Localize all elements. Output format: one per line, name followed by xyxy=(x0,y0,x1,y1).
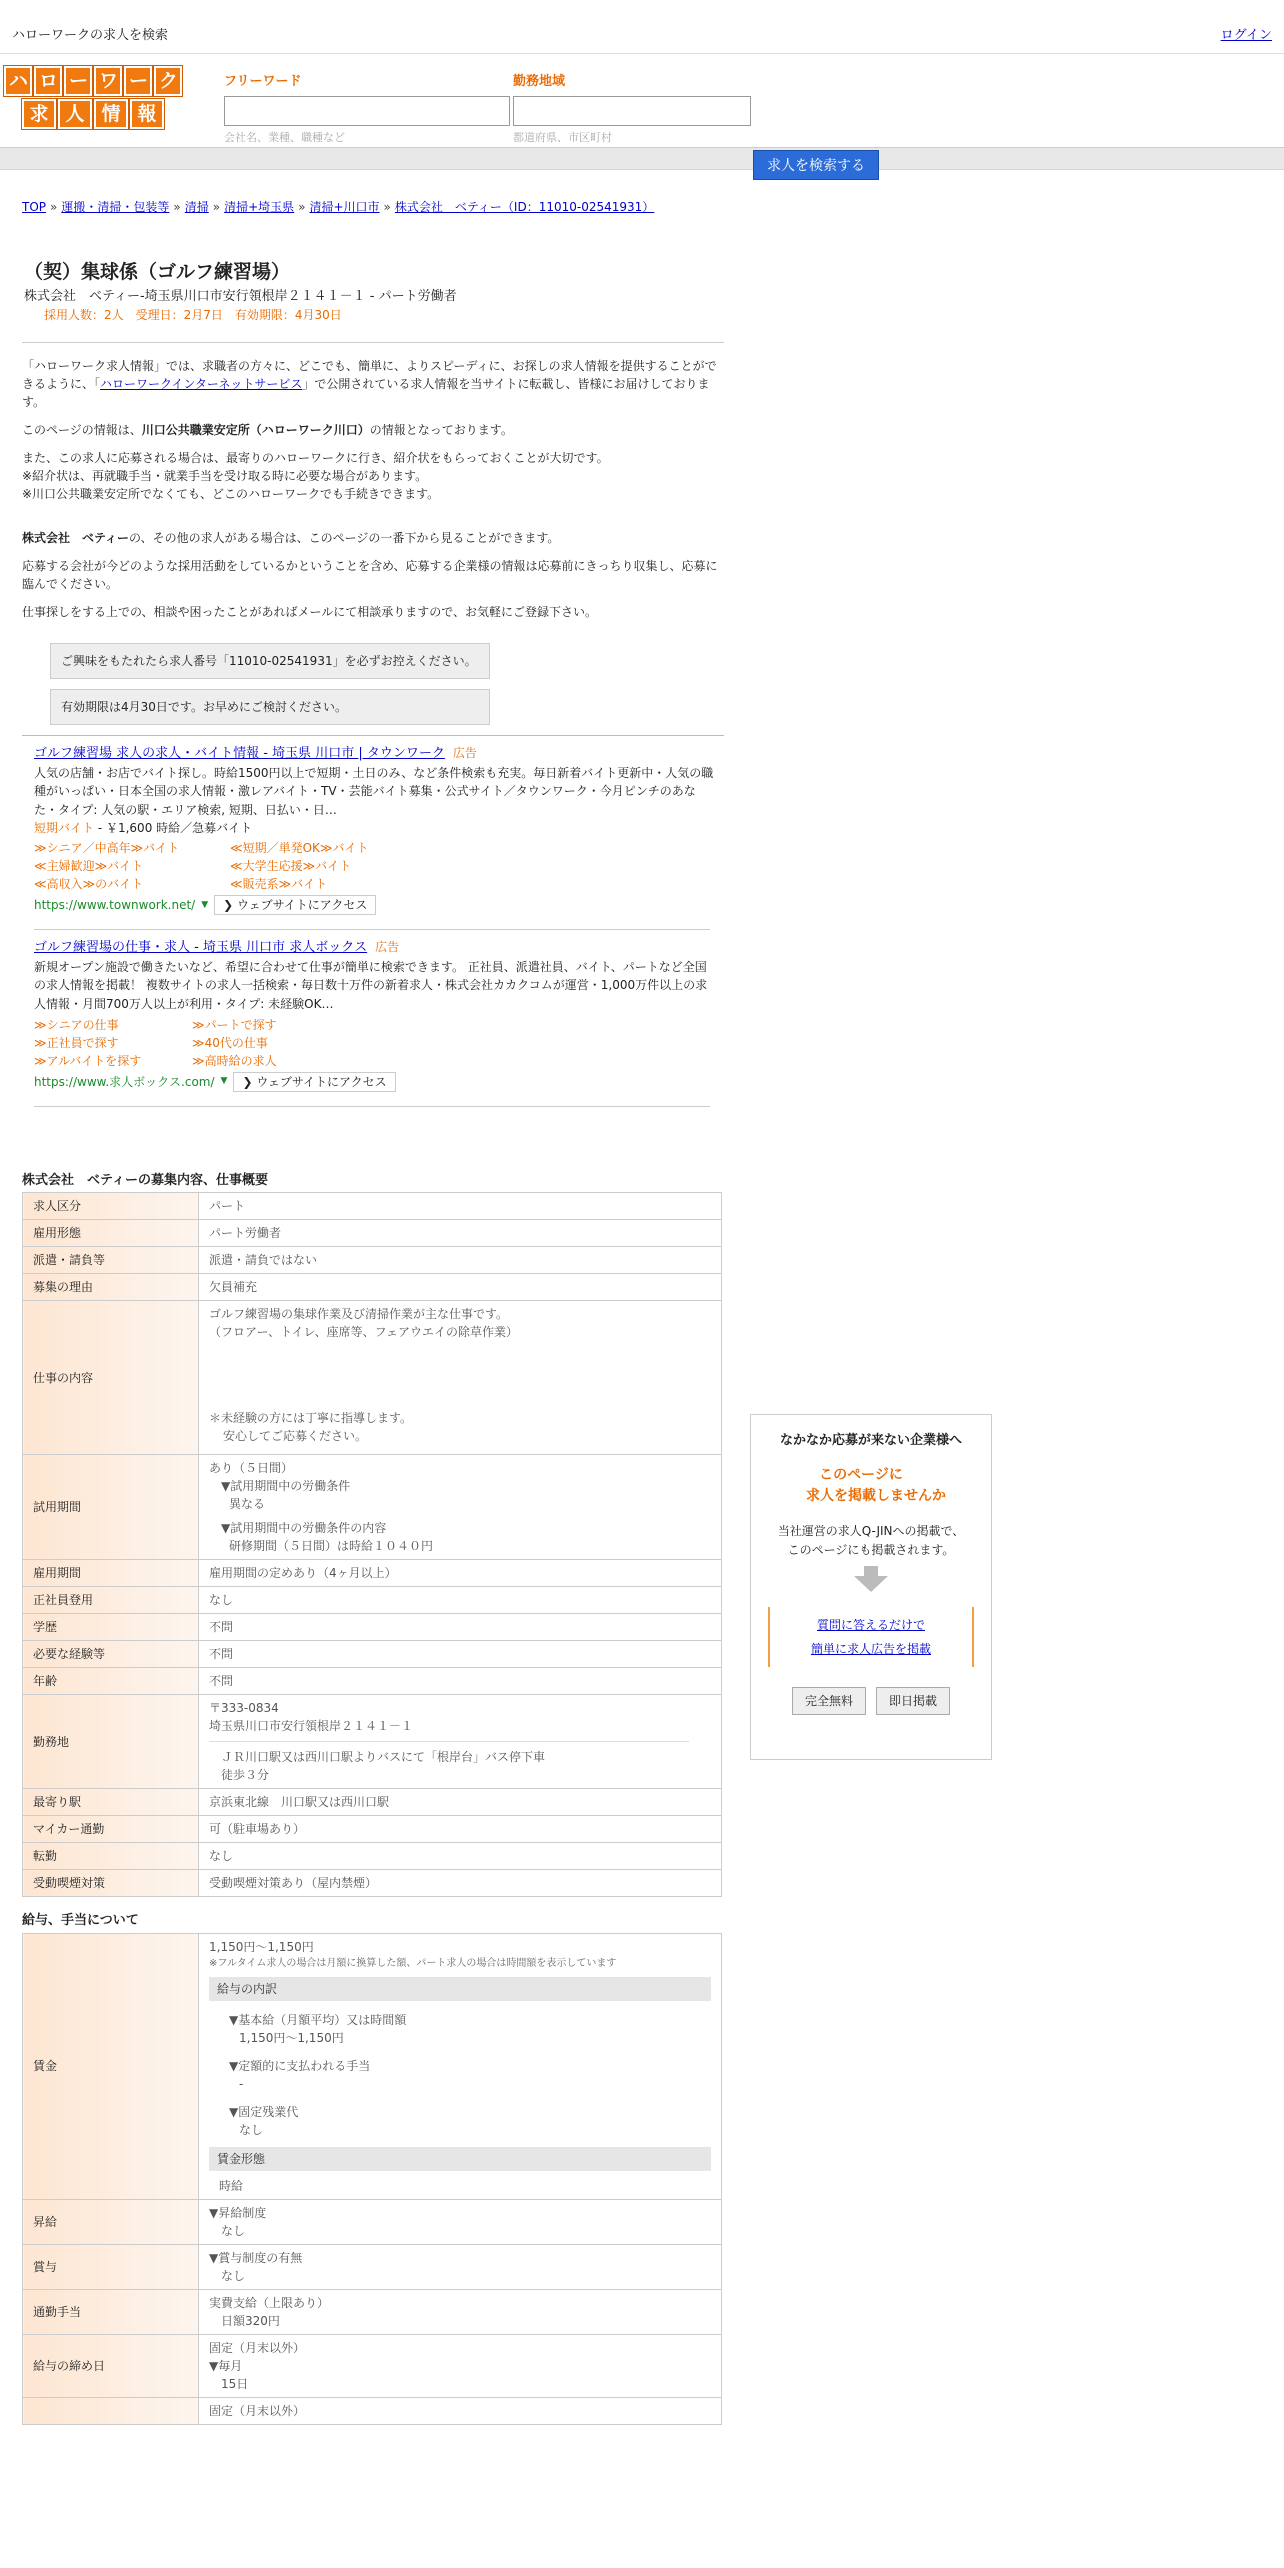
ad-sitelink[interactable]: ≪高収入≫のバイト xyxy=(34,877,144,892)
row-value xyxy=(199,2244,722,2289)
work-text: ゴルフ練習場の集球作業及び清掃作業が主な仕事です。 xyxy=(209,1307,509,1322)
promo-text xyxy=(751,1522,991,1560)
promo-text-line: 当社運営の求人Q-JINへの掲載で、 xyxy=(777,1523,965,1538)
promo-link[interactable]: 簡単に求人広告を掲載 xyxy=(810,1642,931,1657)
table-row xyxy=(23,1247,722,1274)
promo-text-line: このページにも掲載されます。 xyxy=(787,1543,955,1558)
table-row xyxy=(23,1816,722,1843)
table-row xyxy=(23,2397,722,2424)
expiry-notice: 有効期限は4月30日です。お早めにご検討ください。 xyxy=(50,689,490,725)
row-value: パート xyxy=(199,1193,722,1220)
ad-url[interactable]: https://www.townwork.net/ xyxy=(34,898,196,913)
divider xyxy=(22,342,724,343)
wage-item-value: なし xyxy=(239,2122,264,2137)
ad-description: 人気の店舗・お店でバイト探し。時給1500円以上で短期・土日のみ、など条件検索も充実。毎日新着バイト更新中・人気の職種がいっぱい・日本全国の求人情報・激レアバイト・TV・芸能バイト募集・公式サイト／タウンワーク・今月ピンチのあなた・タイプ: 人気の駅・エリア検索, 短期、日払い・日… xyxy=(34,765,714,817)
login-link[interactable]: ログイン xyxy=(1220,28,1272,43)
location-input[interactable] xyxy=(513,96,751,126)
row-label xyxy=(23,2397,199,2424)
page-title: （契）集球係（ゴルフ練習場） xyxy=(24,261,291,283)
row-label: 賞与 xyxy=(23,2244,199,2289)
row-value: 雇用期間の定めあり（4ヶ月以上） xyxy=(199,1560,722,1587)
top-bar xyxy=(0,0,1284,54)
same-day-button[interactable]: 即日掲載 xyxy=(876,1687,950,1715)
intro-text: 」で公開されている求人情報を当サイトに転載し、皆様にお届けしております。 xyxy=(22,377,710,409)
hellowork-internet-link[interactable]: ハローワークインターネットサービス xyxy=(100,377,303,391)
breadcrumb-item[interactable]: 運搬・清掃・包装等 xyxy=(61,200,170,214)
bonus-heading: ▼賞与制度の有無 xyxy=(209,2250,303,2265)
promo-catch xyxy=(751,1465,991,1508)
site-tagline: ハローワークの求人を検索 xyxy=(12,28,169,43)
breadcrumb-item[interactable]: 清掃+埼玉県 xyxy=(224,200,295,214)
wage-item-value: - xyxy=(239,2076,244,2091)
table-row xyxy=(23,1933,722,2199)
promo-catch-line: このページに xyxy=(819,1466,903,1483)
commute-value: 日額320円 xyxy=(221,2313,280,2328)
location-hint: 都道府県、市区町村 xyxy=(513,130,612,144)
table-row xyxy=(23,1668,722,1695)
ad-title-link[interactable]: ゴルフ練習場の仕事・求人 - 埼玉県 川口市 求人ボックス xyxy=(34,940,368,956)
chevron-right-icon: ❯ xyxy=(223,898,234,913)
table-row xyxy=(23,1587,722,1614)
header-divider-bar xyxy=(0,148,1284,170)
logo-char: ハ xyxy=(4,66,32,96)
row-label: 年齢 xyxy=(23,1668,199,1695)
ad-sitelink[interactable]: ≫シニアの仕事 xyxy=(34,1017,119,1032)
sponsored-ad xyxy=(34,744,714,915)
logo-char: ク xyxy=(154,66,182,96)
ad-sitelink[interactable]: ≫40代の仕事 xyxy=(192,1035,268,1050)
ad-tag-link[interactable]: 短期バイト xyxy=(34,821,95,836)
chevron-right-icon: ❯ xyxy=(242,1074,253,1089)
intro-paragraph xyxy=(22,357,722,411)
promo-buttons xyxy=(751,1687,991,1715)
raise-value: なし xyxy=(221,2223,246,2238)
visit-label: ウェブサイトにアクセス xyxy=(237,898,368,913)
ad-sitelink[interactable]: ≪短期／単発OK≫バイト xyxy=(230,841,369,856)
source-office: 川口公共職業安定所（ハローワーク川口） xyxy=(141,423,370,437)
search-button[interactable]: 求人を検索する xyxy=(753,150,879,180)
row-value: 不問 xyxy=(199,1614,722,1641)
table-row xyxy=(23,1641,722,1668)
row-label: 最寄り駅 xyxy=(23,1789,199,1816)
divider xyxy=(22,735,724,736)
row-value xyxy=(199,2334,722,2397)
site-logo[interactable] xyxy=(4,66,182,132)
apply-paragraph xyxy=(22,449,722,503)
ad-title-link[interactable]: ゴルフ練習場 求人の求人・バイト情報 - 埼玉県 川口市 | タウンワーク xyxy=(34,746,445,761)
work-text: ＊未経験の方には丁寧に指導します。 xyxy=(209,1411,413,1426)
apply-text: ※紹介状は、再就職手当・就業手当を受け取る時に必要な場合があります。 xyxy=(22,469,428,483)
table-row xyxy=(23,1843,722,1870)
row-label: 必要な経験等 xyxy=(23,1641,199,1668)
logo-char: 情 xyxy=(94,99,128,129)
table-row xyxy=(23,1193,722,1220)
logo-char: ロ xyxy=(34,66,62,96)
job-meta: 採用人数：2人 受理日：2月7日 有効期限：4月30日 xyxy=(44,308,342,322)
overview-table xyxy=(22,1192,722,1897)
other-jobs-paragraph xyxy=(22,529,722,547)
closing-heading: 固定（月末以外） xyxy=(209,2340,306,2355)
source-text: の情報となっております。 xyxy=(369,423,513,437)
logo-char: 人 xyxy=(58,99,92,129)
ad-description: 新規オープン施設で働きたいなど、希望に合わせて仕事が簡単に検索できます。 正社員、派遣社員、バイト、パートなど全国の求人情報を掲載！ 複数サイトの求人一括検索・毎日数十万件の新着求人・株式会社カカクコムが運営・1,000万件以上の求人情報・月間700万人以上が利用・タイプ: 未経験OK… xyxy=(34,959,708,1011)
ad-sitelink[interactable]: ≫正社員で探す xyxy=(34,1035,119,1050)
apply-text: また、この求人に応募される場合は、最寄りのハローワークに行き、紹介状をもらっておくことが大切です。 xyxy=(22,451,609,465)
wage-note: ※フルタイム求人の場合は月額に換算した額、パート求人の場合は時間額を表示しています xyxy=(209,1957,617,1969)
advertiser-promo-box xyxy=(750,1414,992,1760)
wage-form-heading: 賃金形態 xyxy=(209,2147,711,2171)
keyword-label: フリーワード xyxy=(224,74,302,89)
job-subtitle: 株式会社 ベティー-埼玉県川口市安行領根岸２１４１－１ - パート労働者 xyxy=(24,288,457,304)
table-row xyxy=(23,1301,722,1455)
table-row xyxy=(23,2334,722,2397)
ad-sitelink[interactable]: ≫高時給の求人 xyxy=(192,1053,277,1068)
breadcrumb-item[interactable]: TOP xyxy=(22,200,47,214)
salary-table xyxy=(22,1933,722,2425)
keyword-field-group xyxy=(224,72,510,146)
row-label: 給与の締め日 xyxy=(23,2334,199,2397)
table-row xyxy=(23,2244,722,2289)
ad-sitelink[interactable]: ≫パートで探す xyxy=(192,1017,277,1032)
table-row xyxy=(23,1870,722,1897)
work-text: 安心してご応募ください。 xyxy=(223,1429,368,1444)
job-number-notice: ご興味をもたれたら求人番号「11010-02541931」を必ずお控えください。 xyxy=(50,643,490,679)
other-jobs-text: の、その他の求人がある場合は、このページの一番下から見ることができます。 xyxy=(129,531,560,545)
research-paragraph: 応募する会社が今どのような採用活動をしているかということを含め、応募する企業様の情報は応募前にきっちり収集し、応募に臨んでください。 xyxy=(22,559,718,591)
trial-text: 異なる xyxy=(229,1497,266,1512)
intro-text: 「ハローワーク求人情報」では、求職者の方々に、どこでも、簡単に、よりスピーディに、お探しの求人情報を提供することができるように、「 xyxy=(22,359,717,391)
source-text: このページの情報は、 xyxy=(22,423,142,437)
row-label: 仕事の内容 xyxy=(23,1301,199,1455)
dropdown-arrow-icon[interactable]: ▼ xyxy=(220,1075,228,1086)
address: 埼玉県川口市安行領根岸２１４１－１ xyxy=(209,1719,414,1734)
row-value: 可（駐車場あり） xyxy=(199,1816,722,1843)
trial-text: 研修期間（５日間）は時給１０４０円 xyxy=(229,1539,434,1554)
logo-char: ワ xyxy=(94,66,122,96)
breadcrumb-item[interactable]: 清掃+川口市 xyxy=(309,200,380,214)
visit-website-button[interactable] xyxy=(214,895,376,915)
wage-form-value: 時給 xyxy=(219,2178,244,2193)
row-label: 雇用期間 xyxy=(23,1560,199,1587)
ad-sitelink[interactable]: ≫アルバイトを探す xyxy=(34,1053,142,1068)
bonus-value: なし xyxy=(221,2268,246,2283)
row-label: 昇給 xyxy=(23,2199,199,2244)
trial-text: あり（５日間） xyxy=(209,1461,294,1476)
row-label: 正社員登用 xyxy=(23,1587,199,1614)
keyword-hint: 会社名、業種、職種など xyxy=(224,130,345,144)
row-value: 京浜東北線 川口駅又は西川口駅 xyxy=(199,1789,722,1816)
consult-paragraph: 仕事探しをする上での、相談や困ったことがあればメールにて相談承りますので、お気軽にご登録下さい。 xyxy=(22,605,598,619)
row-value: 不問 xyxy=(199,1641,722,1668)
wage-range: 1,150円〜1,150円 xyxy=(209,1939,314,1954)
row-label: マイカー通勤 xyxy=(23,1816,199,1843)
trial-text: ▼試用期間中の労働条件の内容 xyxy=(221,1521,387,1536)
ad-tag-detail: - ￥1,600 時給／急募バイト xyxy=(94,821,253,836)
row-value xyxy=(199,1301,722,1455)
dropdown-arrow-icon[interactable]: ▼ xyxy=(201,899,209,910)
row-label: 賃金 xyxy=(23,1933,199,2199)
table-row xyxy=(23,2289,722,2334)
location-label: 勤務地域 xyxy=(513,74,566,89)
work-text: （フロアー、トイレ、座席等、フェアウエイの除草作業） xyxy=(209,1325,519,1340)
row-value: なし xyxy=(199,1843,722,1870)
down-arrow-icon xyxy=(751,1566,991,1597)
divider xyxy=(34,1106,710,1107)
table-row xyxy=(23,1695,722,1789)
ad-sitelinks xyxy=(34,839,714,893)
ad-sitelinks xyxy=(34,1016,714,1070)
access-text: ＪＲ川口駅又は西川口駅よりバスにて「根岸台」バス停下車 xyxy=(221,1750,546,1765)
row-label: 勤務地 xyxy=(23,1695,199,1789)
ad-sitelink[interactable]: ≫シニア／中高年≫バイト xyxy=(34,841,180,856)
row-label: 求人区分 xyxy=(23,1193,199,1220)
row-value: 欠員補充 xyxy=(199,1274,722,1301)
row-label: 転勤 xyxy=(23,1843,199,1870)
row-label: 雇用形態 xyxy=(23,1220,199,1247)
row-value xyxy=(199,1455,722,1560)
logo-char: 求 xyxy=(22,99,56,129)
ad-sitelink[interactable]: ≪主婦歓迎≫バイト xyxy=(34,859,144,874)
postal-code: 〒333-0834 xyxy=(209,1701,279,1716)
closing-value: 15日 xyxy=(221,2376,249,2391)
breadcrumb-item[interactable]: 清掃 xyxy=(184,200,209,214)
wage-item-heading: ▼基本給（月額平均）又は時間額 xyxy=(229,2012,407,2027)
ad-badge: 広告 xyxy=(452,746,477,760)
sponsored-ad xyxy=(34,938,714,1091)
row-label: 試用期間 xyxy=(23,1455,199,1560)
row-label: 募集の理由 xyxy=(23,1274,199,1301)
promo-heading: なかなか応募が来ない企業様へ xyxy=(779,1433,962,1448)
ad-sitelink[interactable]: ≪販売系≫バイト xyxy=(230,877,328,892)
keyword-input[interactable] xyxy=(224,96,510,126)
main-content xyxy=(0,198,1284,2425)
source-paragraph xyxy=(22,421,722,439)
salary-heading: 給与、手当について xyxy=(22,1913,139,1929)
table-row xyxy=(23,1789,722,1816)
breadcrumb-item[interactable]: 株式会社 ベティー（ID：11010-02541931） xyxy=(394,200,655,214)
overview-heading: 株式会社 ベティーの募集内容、仕事概要 xyxy=(22,1172,268,1188)
table-row xyxy=(23,2199,722,2244)
logo-char: ー xyxy=(124,66,152,96)
promo-link[interactable]: 質問に答えるだけで xyxy=(816,1618,925,1633)
row-label: 通勤手当 xyxy=(23,2289,199,2334)
access-text: 徒歩３分 xyxy=(221,1768,270,1783)
visit-website-button[interactable] xyxy=(233,1072,395,1092)
ad-badge: 広告 xyxy=(375,940,400,955)
row-value: 不問 xyxy=(199,1668,722,1695)
row-value xyxy=(199,1695,722,1789)
table-row xyxy=(23,1274,722,1301)
trial-text: ▼試用期間中の労働条件 xyxy=(221,1479,351,1494)
search-header xyxy=(0,54,1284,174)
row-value: 派遣・請負ではない xyxy=(199,1247,722,1274)
promo-catch-line: 求人を掲載しませんか xyxy=(806,1488,946,1505)
row-value xyxy=(199,1933,722,2199)
raise-heading: ▼昇給制度 xyxy=(209,2205,267,2220)
row-value xyxy=(199,2289,722,2334)
logo-char: ー xyxy=(64,66,92,96)
wage-item-heading: ▼固定残業代 xyxy=(229,2104,299,2119)
row-value xyxy=(199,2199,722,2244)
location-field-group xyxy=(513,72,751,146)
company-name: 株式会社 ベティー xyxy=(22,531,130,545)
row-label: 学歴 xyxy=(23,1614,199,1641)
free-button[interactable]: 完全無料 xyxy=(792,1687,866,1715)
wage-item-heading: ▼定額的に支払われる手当 xyxy=(229,2058,371,2073)
table-row xyxy=(23,1560,722,1587)
wage-breakdown-heading: 給与の内訳 xyxy=(209,1977,711,2001)
closing-detail: ▼毎月 xyxy=(209,2358,243,2373)
table-row xyxy=(23,1220,722,1247)
row-value: 受動喫煙対策あり（屋内禁煙） xyxy=(199,1870,722,1897)
row-label: 派遣・請負等 xyxy=(23,1247,199,1274)
ad-url[interactable]: https://www.求人ボックス.com/ xyxy=(34,1074,215,1089)
row-value: なし xyxy=(199,1587,722,1614)
logo-char: 報 xyxy=(130,99,164,129)
wage-item-value: 1,150円〜1,150円 xyxy=(239,2030,344,2045)
ad-sitelink[interactable]: ≪大学生応援≫バイト xyxy=(230,859,352,874)
divider xyxy=(34,929,710,930)
table-row xyxy=(23,1614,722,1641)
apply-text: ※川口公共職業安定所でなくても、どこのハローワークでも手続きできます。 xyxy=(22,487,440,501)
commute-heading: 実費支給（上限あり） xyxy=(209,2295,330,2310)
promo-links-frame xyxy=(768,1607,974,1667)
row-value: パート労働者 xyxy=(199,1220,722,1247)
row-value xyxy=(199,2397,722,2424)
row-label: 受動喫煙対策 xyxy=(23,1870,199,1897)
table-row xyxy=(23,1455,722,1560)
breadcrumb: TOP » 運搬・清掃・包装等 » 清掃 » 清掃+埼玉県 » 清掃+川口市 » 株式会社 ベティー（ID：11010-02541931） xyxy=(22,200,655,214)
payday-heading: 固定（月末以外） xyxy=(209,2403,306,2418)
visit-label: ウェブサイトにアクセス xyxy=(256,1074,387,1089)
